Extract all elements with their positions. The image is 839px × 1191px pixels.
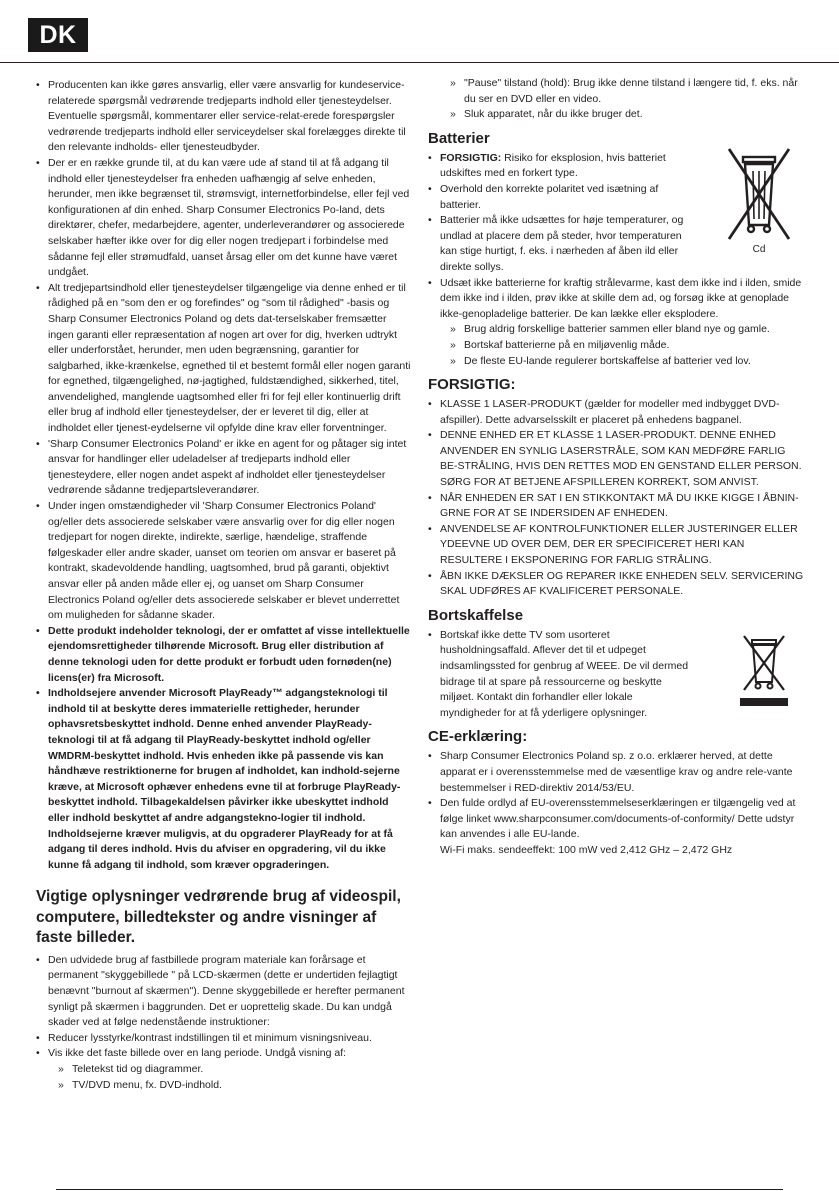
warning-label: FORSIGTIG: <box>440 151 502 164</box>
sub-list-item: » Sluk apparatet, når du ikke bruger det. <box>428 107 804 123</box>
list-item: • KLASSE 1 LASER-PRODUKT (gælder for modeller med indbygget DVD-afspiller). Dette advarselsskilt er placeret på enhedens bagpanel. <box>428 397 804 428</box>
batteries-list <box>428 151 694 276</box>
batteries-wide-list <box>428 276 804 323</box>
cd-label: Cd <box>752 244 766 256</box>
video-sub-list <box>36 1062 412 1093</box>
sub-list-item: » "Pause" tilstand (hold): Brug ikke denne tilstand i længere tid, f. eks. når du ser en DVD eller en video. <box>428 76 804 107</box>
header-divider <box>0 62 839 63</box>
caution-heading: FORSIGTIG: <box>428 376 516 394</box>
list-item: • Den udvidede brug af fastbillede program materiale kan forårsage et permanent "skyggebillede " på LCD-skærmen (dette er undertiden fejlagtigt benævnt "burnout af skærmen"). Denne skyggebillede er herefter permanent synligt på skærmen i baggrunden. Det er uoprettelig skade. Du kan undgå skader ved at følge nedenstående instruktioner: <box>36 953 412 1031</box>
warning-text: Risiko for eksplosion, hvis batteriet udskiftes med en forkert type. <box>440 151 666 180</box>
sub-list-item: » TV/DVD menu, fx. DVD-indhold. <box>36 1078 412 1094</box>
right-column <box>428 76 804 859</box>
sub-list-item: » Bortskaf batterierne på en miljøvenlig måde. <box>428 338 804 354</box>
list-item: • ÅBN IKKE DÆKSLER OG REPARER IKKE ENHEDEN SELV. SERVICERING SKAL UDFØRES AF KVALIFICERET PERSONALE. <box>428 569 804 600</box>
footer-divider <box>56 1189 783 1190</box>
list-item: • Vis ikke det faste billede over en lang periode. Undgå visning af: <box>36 1046 412 1062</box>
disclaimer-list <box>36 78 412 873</box>
wifi-power: Wi-Fi maks. sendeeffekt: 100 mW ved 2,412 GHz – 2,472 GHz <box>440 843 733 856</box>
sub-list-item: » De fleste EU-lande regulerer bortskaffelse af batterier ved lov. <box>428 354 804 370</box>
weee-icon <box>732 632 796 714</box>
list-item: • Der er en række grunde til, at du kan være ude af stand til at få adgang til indhold eller tjenesteydelser fra enheden uafhængig af selve enheden, herunder, men ikke begrænset til, strømsvigt, internetforbindelse, eller fejl ved konfigurationen af din enhed. Sharp Consumer Electronics Po-land, dets direktører, chefer, medarbejdere, agenter, underleverandører og associerede selskaber hæfter ikke over for dig eller nogen tredjepart i forbindelse med sådanne fejl eller strømudfald, uanset årsag eller om det kunne have været undgået. <box>36 156 412 281</box>
list-item <box>428 151 694 182</box>
ce-list <box>428 749 804 843</box>
ce-heading: CE-erklæring: <box>428 728 528 746</box>
batteries-sub-list <box>428 322 804 369</box>
list-item: • Udsæt ikke batterierne for kraftig strålevarme, kast dem ikke ind i ilden, smide dem ikke ind i ilden, prøv ikke at skille dem ad, og forsøg ikke at genoplade ikke-genopladelige batterier. De kan lække eller eksplodere. <box>428 276 804 323</box>
list-item: • Bortskaf ikke dette TV som usorteret husholdningsaffald. Aflever det til et udpeget indsamlingssted for genbrug af WEEE. De vil dermed bidrage til at spare på ressourcerne og beskytte miljøet. Kontakt din forhandler eller lokale myndigheder for at få yderligere oplysninger. <box>428 628 694 722</box>
list-item: • Sharp Consumer Electronics Poland sp. z o.o. erklærer herved, at dette apparat er i overensstemmelse med de væsentlige krav og andre rele-vante bestemmelser i RED-direktiv 2014/53/EU. <box>428 749 804 796</box>
disposal-list <box>428 628 694 722</box>
list-item: • Batterier må ikke udsættes for høje temperaturer, og undlad at placere dem på steder, hvor temperaturen kan stige hurtigt, f. eks. i nærheden af åben ild eller direkte sollys. <box>428 213 694 275</box>
weee-bin-icon <box>732 632 796 708</box>
list-item: • Indholdsejere anvender Microsoft PlayReady™ adgangsteknologi til indhold til at beskytte deres immaterielle rettigheder, herunder ophavsretsbeskyttet indhold. Denne enhed anvender PlayReady-teknologi til at få adgang til PlayReady-beskyttet indhold og/eller WMDRM-beskyttet indhold. Hvis enheden ikke på passende vis kan håndhæve restriktionerne for brugen af indholdet, kan indhold-sejerne kræve, at Microsoft ophæver enhedens evne til at forbruge PlayReady-beskyttet indhold. Tilbagekaldelsen påvirker ikke ubeskyttet indhold eller indhold beskyttet af andre adgangstekno-logier til indhold. Indholdsejerne kræver muligvis, at du opgraderer PlayReady for at få adgang til deres indhold. Hvis du afviser en opgradering, vil du ikke kunne få adgang til indhold, som kræver opgraderingen. <box>36 686 412 873</box>
pause-sub-list <box>428 76 804 123</box>
list-item: • DENNE ENHED ER ET KLASSE 1 LASER-PRODUKT. DENNE ENHED ANVENDER EN SYNLIG LASERSTRÅLE, SOM KAN MEDFØRE FARLIG BE-STRÅLING, HVIS DEN RETTES MOD EN GENSTAND ELLER PERSON. SØRG FOR AT BETJENE AFSPILLEREN KORREKT, SOM ANVIST. <box>428 428 804 490</box>
list-item: • Dette produkt indeholder teknologi, der er omfattet af visse intellektuelle ejendomsrettigheder tilhørende Microsoft. Brug eller distribution af denne teknologi uden for dette produkt er forbudt uden fornøden(ne) licens(er) fra Microsoft. <box>36 624 412 686</box>
video-heading: Vigtige oplysninger vedrørende brug af videospil, computere, billedtekster og andre visninger af faste billeder. <box>36 888 401 947</box>
list-item: • NÅR ENHEDEN ER SAT I EN STIKKONTAKT MÅ DU IKKE KIGGE I ÅBNIN-GRNE FOR AT SE INDERSIDEN AF ENHEDEN. <box>428 491 804 522</box>
list-item: • Producenten kan ikke gøres ansvarlig, eller være ansvarlig for kundeservice-relaterede spørgsmål vedrørende tredjeparts indhold eller tjenesteydelser. Eventuelle spørgsmål, kommentarer eller service-relat-erede forespørgsler vedrørende tredjeparts indhold eller serviceydelser skal forelægges direkte til den relevante indholds- eller tjenesteudbyder. <box>36 78 412 156</box>
battery-disposal-icon <box>722 147 796 258</box>
list-item: • Den fulde ordlyd af EU-overensstemmelseserklæringen er tilgængelig ved at følge linket www.sharpconsumer.com/documents-of-conformity/ Dette udstyr kan anvendes i alle EU-lande. <box>428 796 804 843</box>
disposal-heading: Bortskaffelse <box>428 606 524 624</box>
batteries-heading: Batterier <box>428 129 490 147</box>
list-item: • Reducer lysstyrke/kontrast indstillingen til et minimum visningsniveau. <box>36 1031 412 1047</box>
caution-list <box>428 397 804 600</box>
language-badge: DK <box>28 18 88 52</box>
sub-list-item: » Teletekst tid og diagrammer. <box>36 1062 412 1078</box>
list-item: • ANVENDELSE AF KONTROLFUNKTIONER ELLER JUSTERINGER ELLER YDEEVNE UD OVER DEM, DER ER SPECIFICERET HERI KAN RESULTERE I EKSPONERING FOR FARLIG STRÅLING. <box>428 522 804 569</box>
list-item: • Under ingen omstændigheder vil 'Sharp Consumer Electronics Poland' og/eller dets associerede selskaber være ansvarlig over for dig eller nogen tredjepart for nogen direkte, indirekte, særlige, hændelige, straffende følgeskader eller andre skader, uanset om teorien om ansvar er baseret på kontrakt, skadevoldende handling, uagtsomhed, brud på garanti, objektivt ansvar eller på anden måde eller ej, og uanset om Sharp Consumer Electronics Poland og/eller dets associerede selskaber er blevet underrettet om muligheden for sådanne skader. <box>36 499 412 624</box>
list-item: • 'Sharp Consumer Electronics Poland' er ikke en agent for og påtager sig intet ansvar for handlinger eller udeladelser af tredjeparts indhold eller tjenesteydere, eller nogen andet aspekt af indholdet eller tjenesteydelser vedrørende sådanne tredjepartsleverandører. <box>36 437 412 499</box>
list-item: • Overhold den korrekte polaritet ved isætning af batterier. <box>428 182 694 213</box>
list-item: • Alt tredjepartsindhold eller tjenesteydelser tilgængelige via denne enhed er til rådighed på en "som den er og forefindes" og "som til rådighed" -basis og Sharp Consumer Electronics Poland og dets dat-terselskaber fremsætter ingen garanti eller repræsentation af nogen art over for dig, hverken udtrykt eller underforstået, herunder, men uden begrænsning, garantier for salgbarhed, ikke-krænkelse, egnethed til et bestemt formål eller nogen garanti for egnethed, tilgængelighed, nø-jagtighed, fuldstændighed, sikkerhed, titel, anvendelighed, manglende uagtsomhed eller fri for fejl eller kontinuerlig drift eller brug af indhold eller tjenesteydelser, der er leveret til dig, eller at indholdet eller tjenest-eydelserne vil opfylde dine krav eller forventninger. <box>36 281 412 437</box>
video-list <box>36 953 412 1062</box>
left-column <box>36 78 412 1093</box>
sub-list-item: » Brug aldrig forskellige batterier sammen eller bland nye og gamle. <box>428 322 804 338</box>
crossed-bin-icon <box>727 147 791 245</box>
